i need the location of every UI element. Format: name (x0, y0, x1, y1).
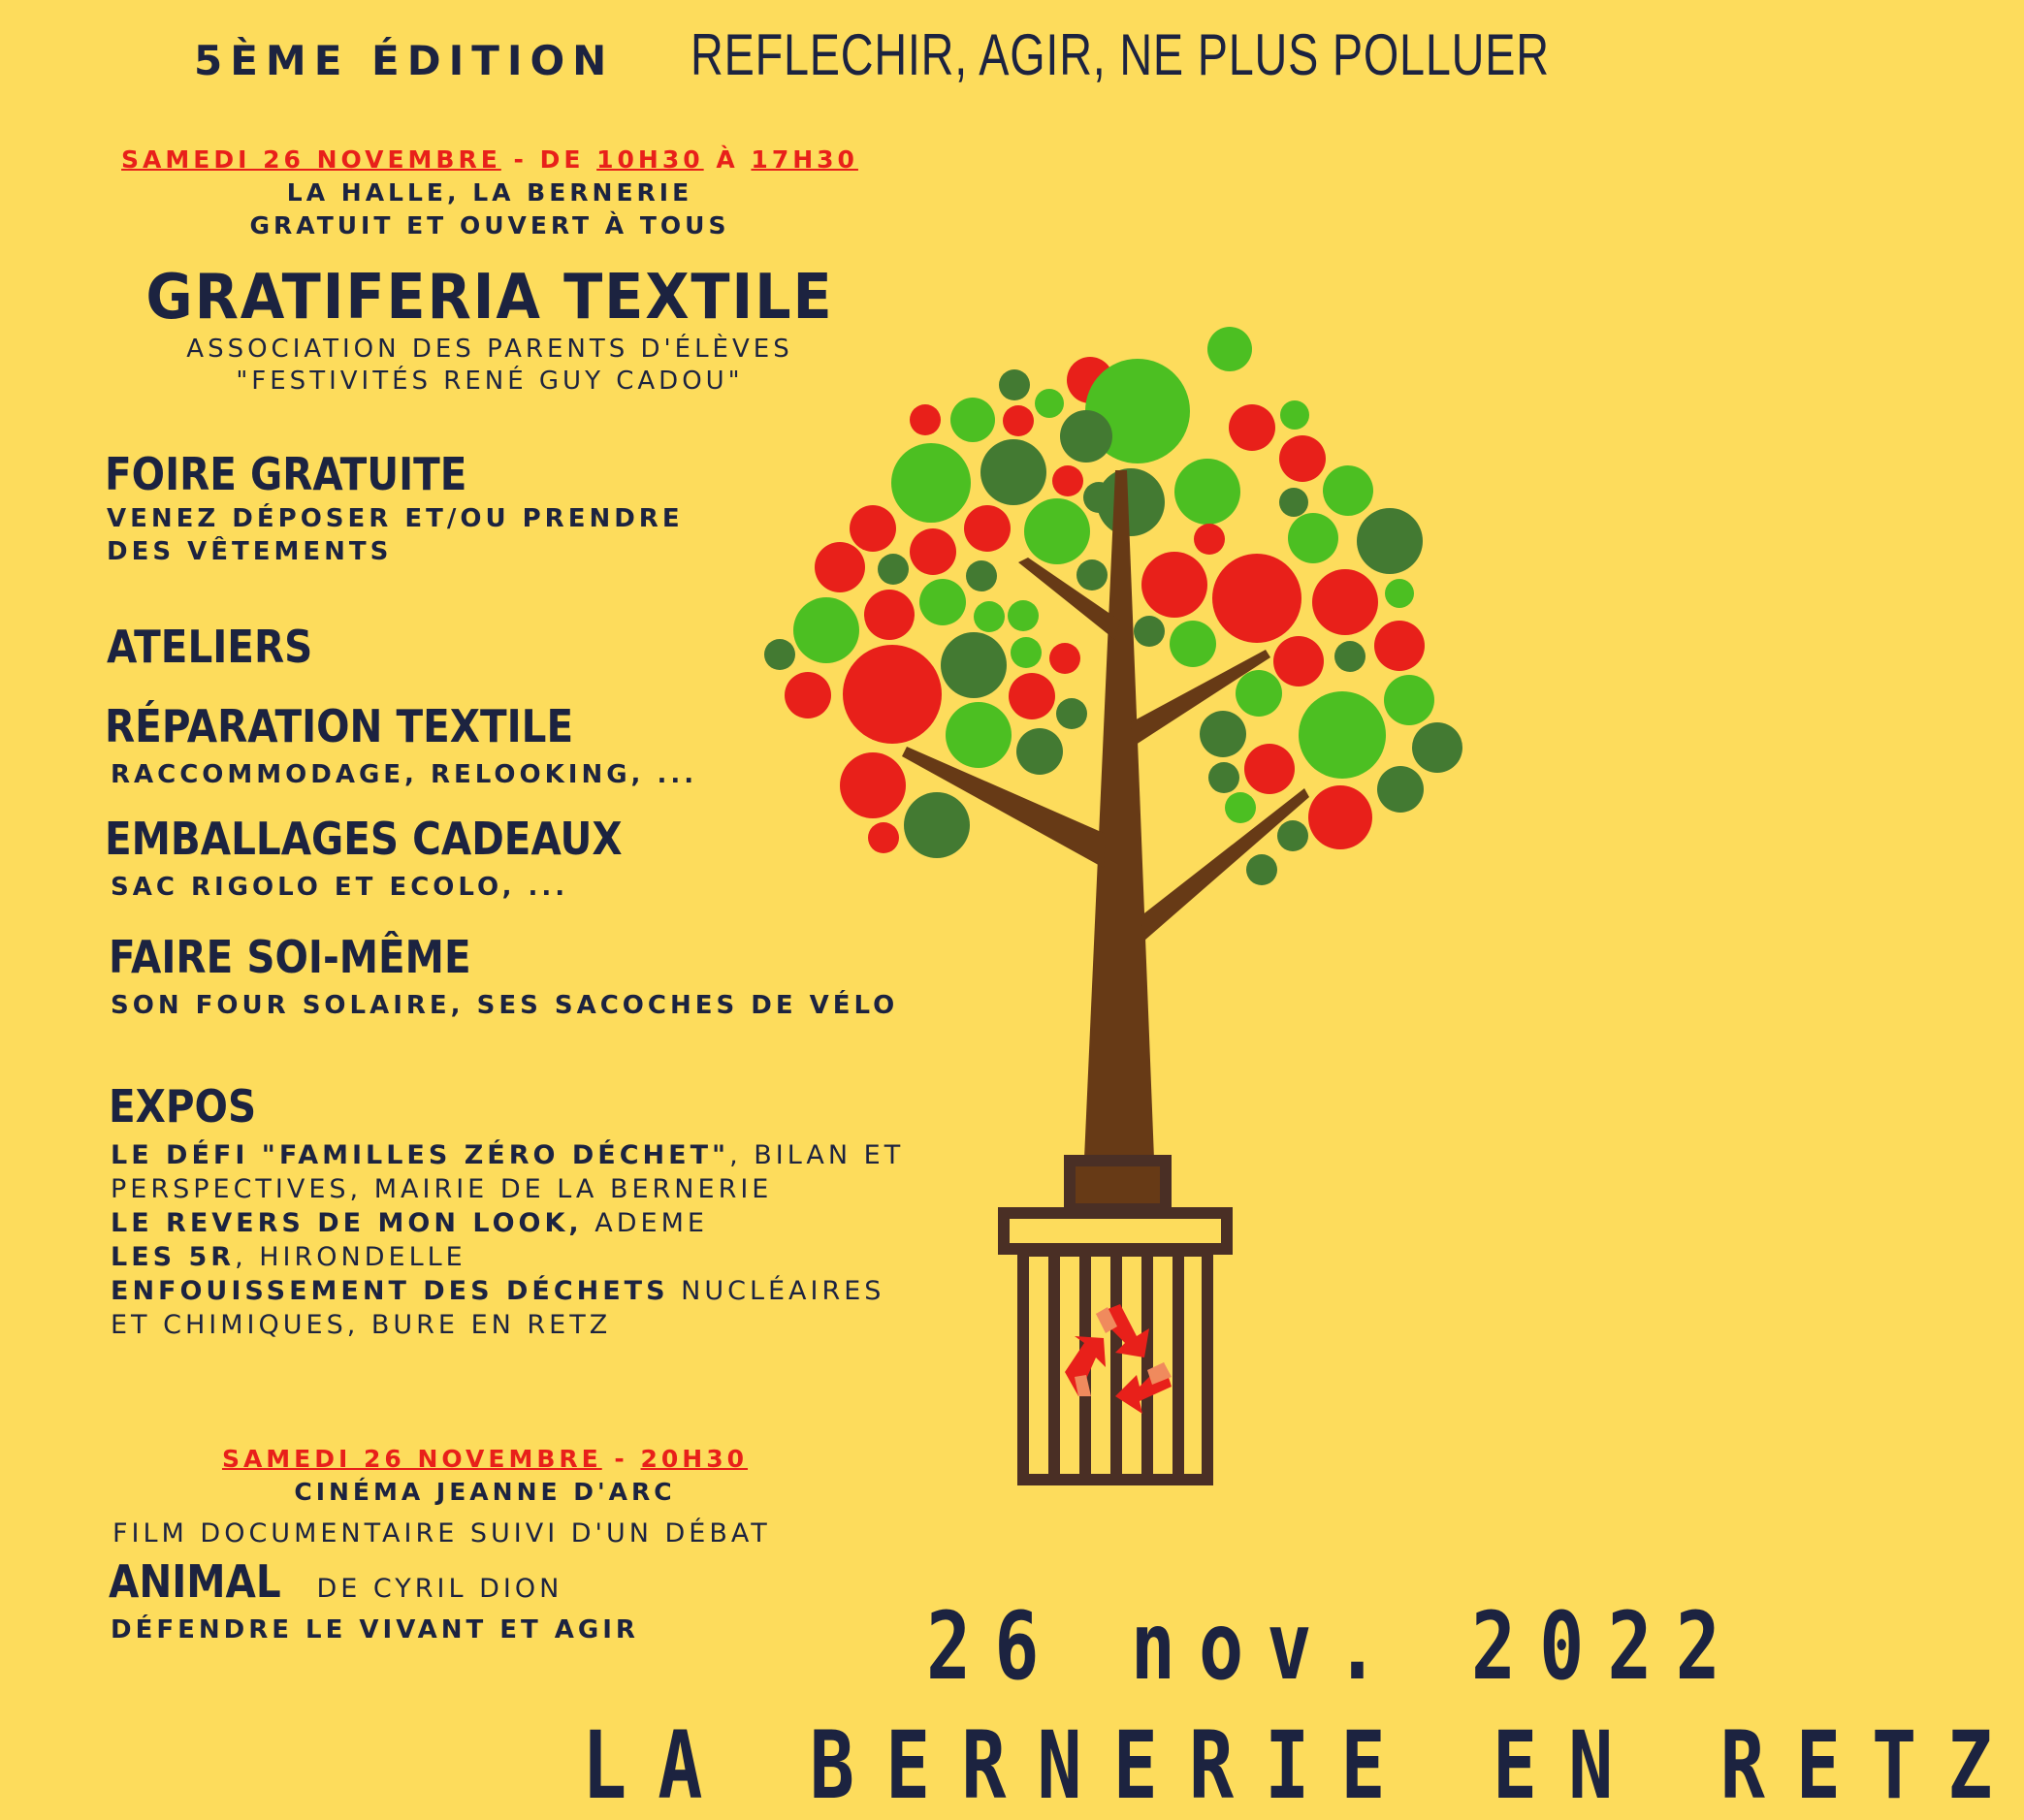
film-line (109, 1555, 562, 1608)
film-title: ANIMAL (109, 1555, 281, 1608)
foire-line2: DES VÊTEMENTS (107, 537, 393, 566)
slogan: REFLECHIR, AGIR, NE PLUS POLLUER (691, 22, 1550, 87)
footer-place: LA BERNERIE EN RETZ (582, 1711, 2024, 1820)
evening-venue: CINÉMA JEANNE D'ARC (294, 1478, 676, 1506)
expo-line-3: LE REVERS DE MON LOOK, ADEME (111, 1208, 708, 1238)
event-sep2: À (703, 145, 752, 174)
atelier-title-2: EMBALLAGES CADEAUX (105, 813, 623, 865)
event-end: 17H30 (751, 145, 858, 174)
evening-date: SAMEDI 26 NOVEMBRE (221, 1445, 602, 1473)
ateliers-title: ATELIERS (107, 621, 313, 673)
expo-line-4: LES 5R, HIRONDELLE (111, 1242, 466, 1272)
film-tagline: DÉFENDRE LE VIVANT ET AGIR (111, 1615, 639, 1644)
edition-label: 5ÈME ÉDITION (194, 37, 615, 84)
evening-desc: FILM DOCUMENTAIRE SUIVI D'UN DÉBAT (112, 1518, 771, 1549)
film-author: DE CYRIL DION (304, 1574, 563, 1604)
tree-illustration (756, 320, 1474, 1503)
event-access: GRATUIT ET OUVERT À TOUS (249, 211, 730, 239)
expo-line-1: LE DÉFI "FAMILLES ZÉRO DÉCHET", BILAN ET (111, 1140, 905, 1170)
atelier-desc-2: SAC RIGOLO ET ECOLO, ... (111, 873, 569, 902)
foire-line1: VENEZ DÉPOSER ET/OU PRENDRE (107, 504, 684, 533)
atelier-title-3: FAIRE SOI-MÊME (109, 931, 471, 983)
assoc-line2: "FESTIVITÉS RENÉ GUY CADOU" (236, 367, 744, 396)
evening-sep: - (601, 1445, 641, 1473)
event-datetime (97, 144, 883, 176)
evening-time: 20H30 (640, 1445, 749, 1473)
assoc-line1: ASSOCIATION DES PARENTS D'ÉLÈVES (186, 335, 793, 364)
atelier-title-1: RÉPARATION TEXTILE (105, 700, 574, 752)
event-start: 10H30 (596, 145, 704, 174)
footer-date: 26 nov. 2022 (926, 1592, 1744, 1701)
event-place: LA HALLE, LA BERNERIE (286, 178, 693, 207)
event-date: SAMEDI 26 NOVEMBRE (121, 145, 501, 174)
event-sep1: - DE (500, 145, 597, 174)
expo-line-5: ENFOUISSEMENT DES DÉCHETS NUCLÉAIRES (111, 1276, 885, 1306)
foire-title: FOIRE GRATUITE (105, 448, 467, 500)
atelier-desc-1: RACCOMMODAGE, RELOOKING, ... (111, 760, 698, 789)
expo-line-2: PERSPECTIVES, MAIRIE DE LA BERNERIE (111, 1174, 773, 1204)
expo-line-6: ET CHIMIQUES, BURE EN RETZ (111, 1310, 612, 1340)
expos-title: EXPOS (109, 1080, 257, 1133)
atelier-desc-3: SON FOUR SOLAIRE, SES SACOCHES DE VÉLO (111, 991, 899, 1020)
gratiferia-title: GRATIFERIA TEXTILE (145, 262, 834, 334)
